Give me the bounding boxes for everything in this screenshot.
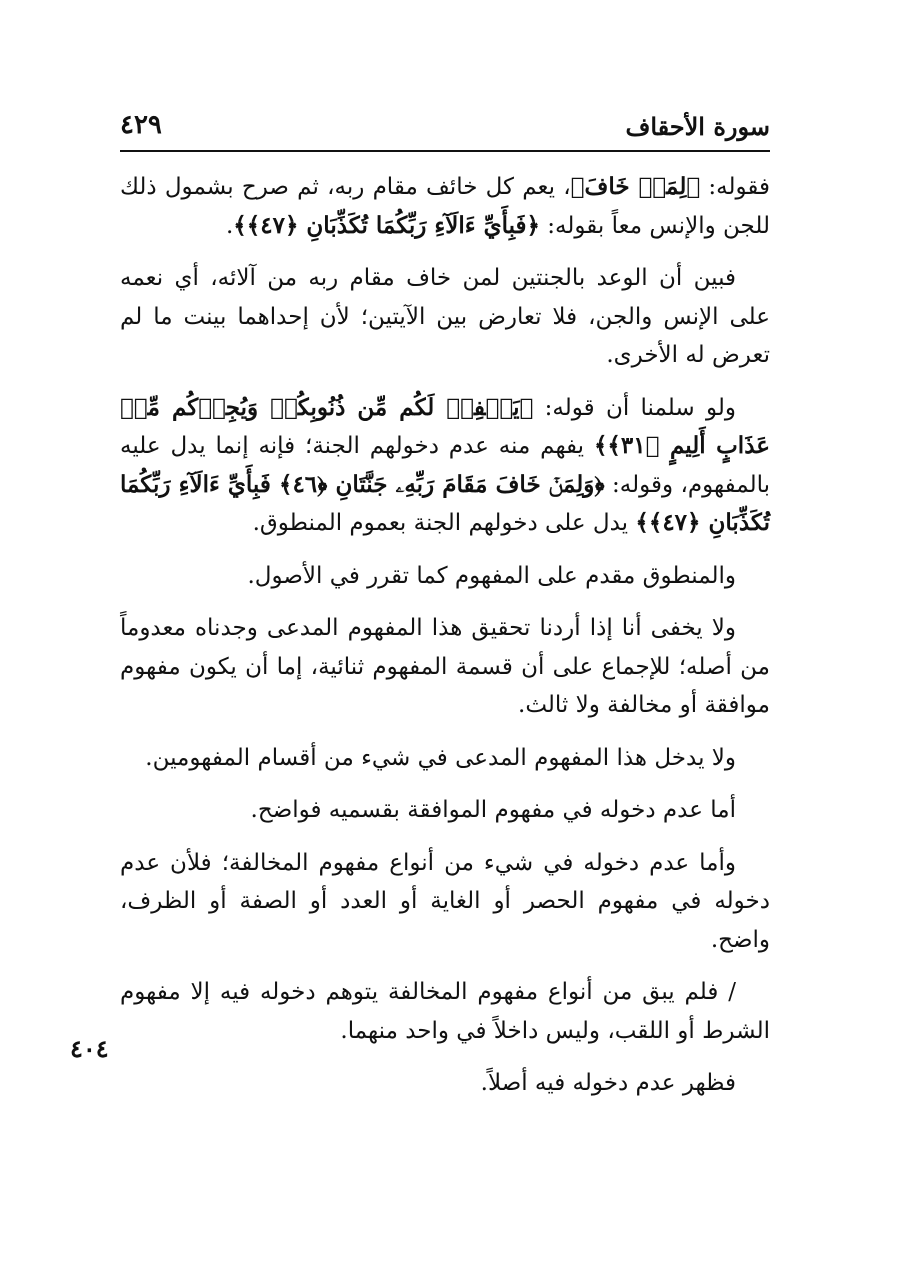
- paragraph-text: ولو سلمنا أن قوله:: [533, 394, 736, 421]
- quran-quote: ﴿وَلِمَنۡ خَافَ مَقَامَ رَبِّهِۦ جَنَّتَانِ ﴿٤٦﴾ فَبِأَيِّ ءَالَآءِ رَبِّكُمَا تُكَذِّبَانِ ﴿٤٧﴾﴾: [120, 470, 770, 536]
- paragraph-text: فبين أن الوعد بالجنتين لمن خاف مقام ربه من آلائه، أي نعمه على الإنس والجن، فلا تعارض بين الآيتين؛ لأن إحداهما بينت ما لم تعرض له الأخرى.: [120, 265, 770, 368]
- paragraph: [120, 844, 770, 960]
- paragraph-text: ، يعم كل خائف مقام ربه، ثم صرح بشمول ذلك للجن والإنس معاً بقوله:: [120, 174, 770, 239]
- paragraph: [120, 557, 770, 596]
- quran-quote: ﴿يَغۡفِرۡ لَكُم مِّن ذُنُوبِكُمۡ وَيُجِرۡكُم مِّنۡ عَذَابٍ أَلِيمٍ ﴿٣١﴾﴾: [120, 393, 770, 459]
- paragraph-text: يفهم منه عدم دخولهم الجنة؛ فإنه إنما يدل عليه بالمفهوم، وقوله:: [120, 433, 770, 498]
- page-number: ٤٢٩: [120, 110, 162, 140]
- paragraph-text: أما عدم دخوله في مفهوم الموافقة بقسميه فواضح.: [250, 797, 736, 823]
- paragraph: [120, 1064, 770, 1103]
- paragraph: [120, 168, 770, 245]
- paragraph: [120, 973, 770, 1050]
- paragraph: [120, 739, 770, 778]
- paragraph: [120, 259, 770, 375]
- paragraph-text: والمنطوق مقدم على المفهوم كما تقرر في الأصول.: [247, 562, 736, 589]
- surah-title: سورة الأحقاف: [625, 112, 770, 141]
- header-rule: [120, 150, 770, 152]
- quran-quote: ﴿لِمَنۡ خَافَ﴾: [570, 173, 701, 200]
- margin-page-marker: ٤٠٤: [70, 1034, 109, 1063]
- paragraph-text: ولا يخفى أنا إذا أردنا تحقيق هذا المفهوم المدعى وجدناه معدوماً من أصله؛ للإجماع على أن قسمة المفهوم ثنائية، إما أن يكون مفهوم موافقة أو مخالفة ولا ثالث.: [120, 615, 770, 718]
- paragraph-text: فقوله:: [700, 174, 770, 200]
- page-body: [120, 168, 770, 1117]
- paragraph-text: ولا يدخل هذا المفهوم المدعى في شيء من أقسام المفهومين.: [145, 744, 736, 771]
- paragraph: [120, 791, 770, 830]
- paragraph-text: .: [225, 212, 234, 239]
- paragraph: [120, 609, 770, 725]
- paragraph: [120, 389, 770, 543]
- paragraph-text: وأما عدم دخوله في شيء من أنواع مفهوم المخالفة؛ فلأن عدم دخوله في مفهوم الحصر أو الغاية أو العدد أو الصفة أو الظرف، واضح.: [120, 849, 770, 953]
- quran-quote: ﴿فَبِأَيِّ ءَالَآءِ رَبِّكُمَا تُكَذِّبَانِ ﴿٤٧﴾﴾: [233, 211, 540, 239]
- paragraph-text: / فلم يبق من أنواع مفهوم المخالفة يتوهم دخوله فيه إلا مفهوم الشرط أو اللقب، وليس داخلاً في واحد منهما.: [120, 979, 770, 1044]
- paragraph-text: يدل على دخولهم الجنة بعموم المنطوق.: [252, 510, 636, 536]
- page-header: [120, 108, 770, 148]
- paragraph-text: فظهر عدم دخوله فيه أصلاً.: [480, 1070, 736, 1096]
